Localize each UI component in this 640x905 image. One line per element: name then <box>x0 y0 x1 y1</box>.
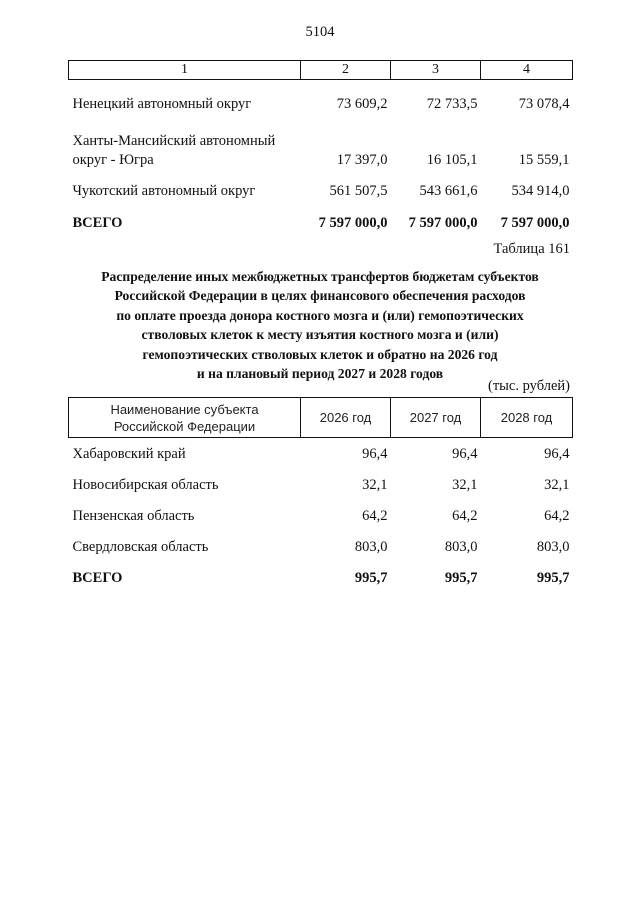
value-cell: 15 559,1 <box>518 152 570 168</box>
value-cell: 72 733,5 <box>426 96 478 112</box>
column-header-2027: 2027 год <box>391 398 481 438</box>
total-row <box>69 201 573 233</box>
value-cell: 96,4 <box>452 446 478 462</box>
column-header-2028: 2028 год <box>481 398 573 438</box>
value-cell: 73 078,4 <box>518 96 570 112</box>
region-name: Хабаровский край <box>72 446 186 462</box>
table-title-line: по оплате проезда донора костного мозга и (или) гемопоэтических <box>116 307 524 323</box>
page-number: 5104 <box>305 24 335 40</box>
table-header-row <box>69 398 573 438</box>
value-cell: 803,0 <box>444 539 478 555</box>
column-number-2: 2 <box>301 61 391 80</box>
units-label: (тыс. рублей) <box>488 378 570 394</box>
total-label: ВСЕГО <box>72 570 123 586</box>
value-cell: 32,1 <box>544 477 570 493</box>
value-cell: 64,2 <box>452 508 478 524</box>
table-row <box>69 495 573 526</box>
column-number-1: 1 <box>69 61 301 80</box>
table-row <box>69 464 573 495</box>
table-row <box>69 526 573 557</box>
total-value: 7 597 000,0 <box>318 215 388 231</box>
table-title-line: Российской Федерации в целях финансового обеспечения расходов <box>114 288 526 304</box>
table-title-line: гемопоэтических стволовых клеток и обратно на 2026 год <box>142 346 498 362</box>
region-name <box>69 114 301 170</box>
total-value: 995,7 <box>354 570 388 586</box>
total-value: 995,7 <box>536 570 570 586</box>
column-number-3: 3 <box>391 61 481 80</box>
column-number-4: 4 <box>481 61 573 80</box>
column-header-line: Российской Федерации <box>113 418 256 434</box>
value-cell: 543 661,6 <box>419 183 478 199</box>
column-header-region <box>69 398 301 438</box>
value-cell: 73 609,2 <box>336 96 388 112</box>
region-name: Свердловская область <box>72 539 209 555</box>
total-value: 995,7 <box>444 570 478 586</box>
region-name-line: округ - Югра <box>72 152 154 168</box>
value-cell: 32,1 <box>362 477 388 493</box>
table-row <box>69 80 573 115</box>
value-cell: 534 914,0 <box>511 183 570 199</box>
value-cell: 64,2 <box>362 508 388 524</box>
bone-marrow-donor-transfer-table <box>68 397 573 588</box>
value-cell: 17 397,0 <box>336 152 388 168</box>
region-name: Новосибирская область <box>72 477 219 493</box>
total-value: 7 597 000,0 <box>408 215 478 231</box>
column-header-2026: 2026 год <box>301 398 391 438</box>
region-name: Пензенская область <box>72 508 195 524</box>
regions-transfer-table-continued <box>68 60 573 233</box>
value-cell: 803,0 <box>536 539 570 555</box>
value-cell: 96,4 <box>544 446 570 462</box>
table-title-line: и на плановый период 2027 и 2028 годов <box>196 366 444 382</box>
table-title <box>60 267 580 383</box>
value-cell: 96,4 <box>362 446 388 462</box>
table-number-label: Таблица 161 <box>493 241 570 257</box>
total-value: 7 597 000,0 <box>500 215 570 231</box>
table-title-line: стволовых клеток к месту изъятия костного мозга и (или) <box>141 327 499 343</box>
value-cell: 16 105,1 <box>426 152 478 168</box>
region-name-line: Ханты-Мансийский автономный <box>72 133 276 149</box>
column-header-line: Наименование субъекта <box>110 401 259 417</box>
region-name: Ненецкий автономный округ <box>72 96 252 112</box>
region-name: Чукотский автономный округ <box>72 183 256 199</box>
value-cell: 561 507,5 <box>329 183 388 199</box>
table-row <box>69 438 573 465</box>
column-number-header <box>69 61 573 80</box>
value-cell: 32,1 <box>452 477 478 493</box>
table-title-line: Распределение иных межбюджетных трансфертов бюджетам субъектов <box>101 269 539 284</box>
total-label: ВСЕГО <box>72 215 123 231</box>
table-row <box>69 114 573 170</box>
table-row <box>69 170 573 201</box>
total-row <box>69 557 573 588</box>
value-cell: 64,2 <box>544 508 570 524</box>
value-cell: 803,0 <box>354 539 388 555</box>
